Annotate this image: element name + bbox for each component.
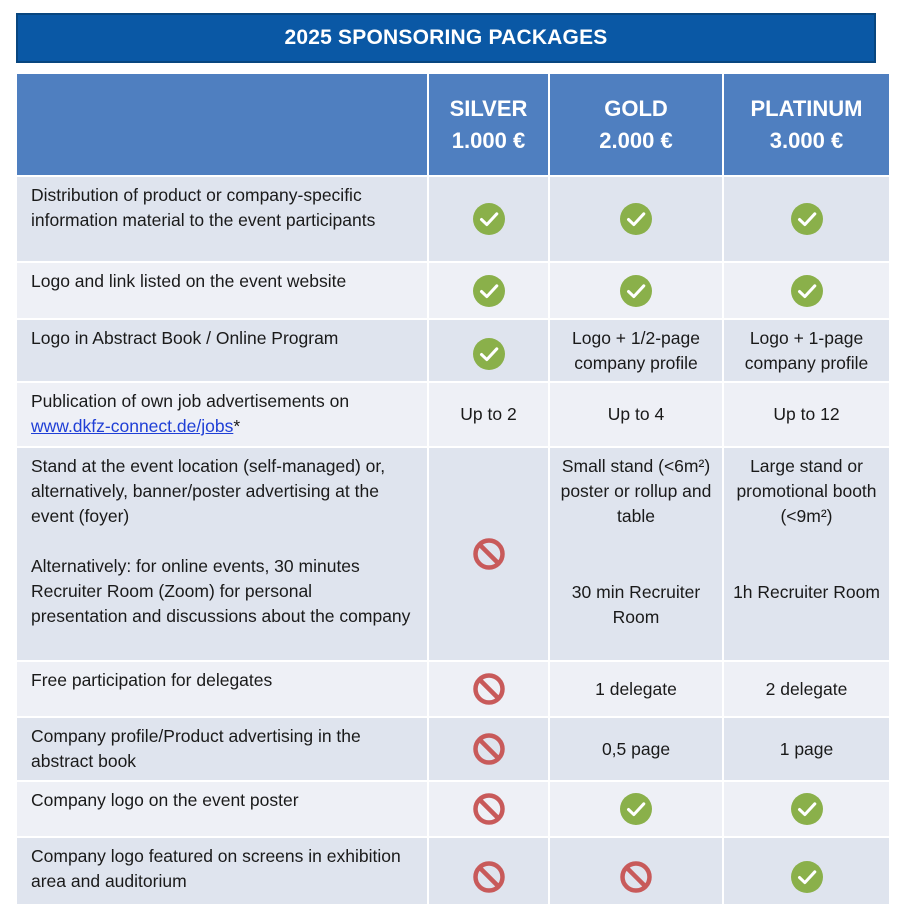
feature-label (17, 448, 427, 660)
header-silver (429, 74, 548, 175)
prohibited-icon (472, 732, 506, 766)
prohibited-icon (472, 860, 506, 894)
value-cell: 0,5 page (550, 718, 722, 780)
feature-label: Distribution of product or company-specific information material to the event participants (17, 177, 427, 261)
value-cell (724, 838, 889, 904)
feature-label: Logo and link listed on the event website (17, 263, 427, 318)
feature-label: Company profile/Product advertising in the abstract book (17, 718, 427, 780)
footnote-mark: * (233, 416, 241, 436)
value-cell: Up to 4 (550, 383, 722, 446)
value-cell (429, 718, 548, 780)
check-icon (790, 202, 824, 236)
check-icon (619, 202, 653, 236)
value-cell: 1 delegate (550, 662, 722, 716)
value-cell: Up to 12 (724, 383, 889, 446)
value-cell (429, 448, 548, 660)
platinum-stand-text: Large stand or promotional booth (<9m²) (736, 456, 877, 526)
value-cell: Logo + 1/2-page company profile (550, 320, 722, 381)
header-feature-column (17, 74, 427, 175)
value-cell: 2 delegate (724, 662, 889, 716)
package-price: 2.000 € (599, 127, 673, 153)
header-gold (550, 74, 722, 175)
package-name: GOLD (604, 95, 668, 121)
prohibited-icon (619, 860, 653, 894)
feature-paragraph: Stand at the event location (self-managed) or, alternatively, banner/poster advertising at the event (foyer) (31, 456, 386, 526)
feature-label: Free participation for delegates (17, 662, 427, 716)
prohibited-icon (472, 792, 506, 826)
package-price: 3.000 € (769, 127, 844, 153)
check-icon (472, 202, 506, 236)
value-cell (724, 177, 889, 261)
feature-label: Company logo on the event poster (17, 782, 427, 836)
feature-paragraph: Alternatively: for online events, 30 minutes Recruiter Room (Zoom) for personal presentation and discussions about the company (31, 556, 411, 626)
check-icon (790, 792, 824, 826)
value-cell (550, 838, 722, 904)
check-icon (472, 274, 506, 308)
sponsoring-table (17, 74, 889, 904)
feature-text: Publication of own job advertisements on (31, 391, 350, 411)
value-cell (429, 662, 548, 716)
value-cell (429, 838, 548, 904)
jobs-link[interactable]: www.dkfz-connect.de/jobs (31, 416, 234, 436)
value-cell (724, 263, 889, 318)
check-icon (472, 337, 506, 371)
check-icon (619, 274, 653, 308)
page-title: 2025 SPONSORING PACKAGES (16, 13, 876, 63)
value-cell (724, 782, 889, 836)
feature-label: Company logo featured on screens in exhibition area and auditorium (17, 838, 427, 904)
value-cell (429, 263, 548, 318)
value-cell: 1 page (724, 718, 889, 780)
value-cell (550, 263, 722, 318)
value-cell (429, 782, 548, 836)
package-price: 1.000 € (451, 127, 526, 153)
prohibited-icon (472, 537, 506, 571)
gold-room-text: 30 min Recruiter Room (571, 582, 701, 627)
platinum-room-text: 1h Recruiter Room (733, 582, 880, 602)
check-icon (790, 274, 824, 308)
value-cell (429, 177, 548, 261)
check-icon (619, 792, 653, 826)
value-cell (550, 448, 722, 660)
check-icon (790, 860, 824, 894)
gold-stand-text: Small stand (<6m²) poster or rollup and table (560, 456, 712, 526)
value-cell (429, 320, 548, 381)
package-name: PLATINUM (750, 95, 863, 121)
value-cell (550, 177, 722, 261)
value-cell (550, 782, 722, 836)
prohibited-icon (472, 672, 506, 706)
header-platinum (724, 74, 889, 175)
feature-label: Logo in Abstract Book / Online Program (17, 320, 427, 381)
value-cell: Logo + 1-page company profile (724, 320, 889, 381)
value-cell: Up to 2 (429, 383, 548, 446)
value-cell (724, 448, 889, 660)
feature-label (17, 383, 427, 446)
package-name: SILVER (449, 95, 528, 121)
